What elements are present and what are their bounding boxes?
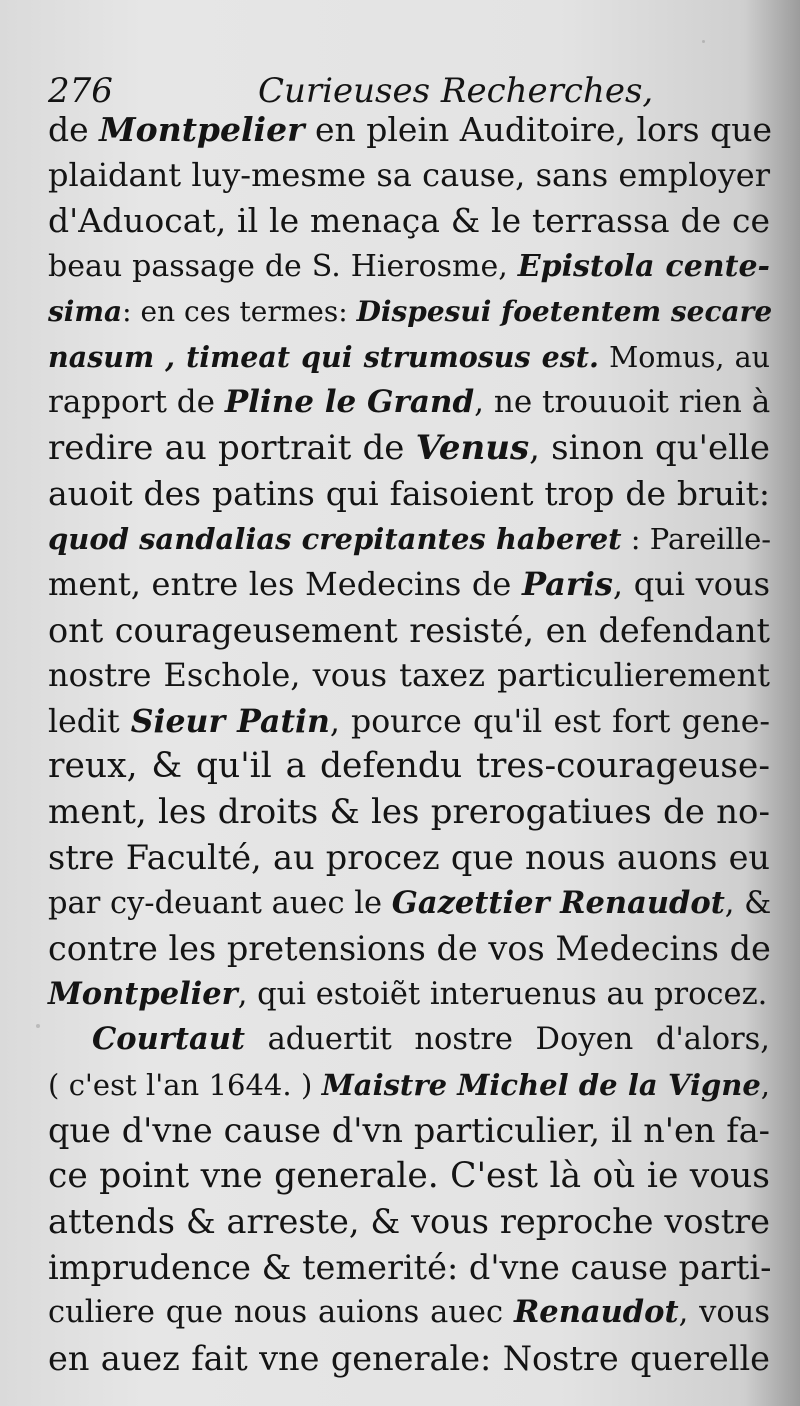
- italic-span: Epistola cente-: [517, 248, 770, 284]
- text-span: que d'vne cause d'vn particulier, il n'en fa-: [48, 1111, 770, 1150]
- text-line: [48, 1245, 770, 1291]
- text-span: nostre Eschole, vous taxez particulierement: [48, 656, 770, 694]
- text-span: Momus, au: [598, 340, 771, 374]
- text-line: [48, 107, 770, 153]
- text-span: ment, entre les Medecins de: [48, 565, 522, 603]
- italic-span: Renaudot: [513, 1294, 679, 1330]
- text-span: , sinon qu'elle: [529, 427, 770, 468]
- text-span: attends & arreste, & vous reproche vostre: [48, 1202, 770, 1241]
- text-span: rapport de: [48, 384, 225, 420]
- text-line: [48, 426, 770, 472]
- italic-span: nasum , timeat qui strumosus est.: [48, 339, 599, 374]
- text-span: reux, & qu'il a defendu tres-courageuse-: [48, 746, 770, 786]
- italic-span: Sieur Patin: [130, 702, 330, 740]
- text-span: imprudence & temerité: d'vne cause parti-: [48, 1247, 772, 1287]
- text-span: , qui vous: [612, 565, 770, 603]
- text-line: [48, 1017, 770, 1063]
- text-line: [48, 1063, 770, 1109]
- text-line: [48, 244, 770, 290]
- text-line: [48, 699, 770, 745]
- text-line: [48, 1199, 770, 1245]
- ink-speck: [702, 40, 705, 43]
- text-span: par cy-deuant auec le: [48, 885, 392, 921]
- text-span: ( c'est l'an 1644. ): [48, 1067, 322, 1102]
- text-span: , pource qu'il est fort gene-: [329, 703, 770, 740]
- text-span: aduertit nostre Doyen d'alors,: [244, 1022, 770, 1057]
- text-span: ment, les droits & les prerogatiues de no-: [48, 791, 770, 832]
- text-span: beau passage de S. Hierosme,: [48, 248, 518, 284]
- text-span: en plein Auditoire, lors que: [304, 110, 772, 149]
- text-line: [48, 608, 770, 654]
- text-span: , ne trouuoit rien à: [474, 384, 771, 420]
- text-line: [48, 1336, 770, 1382]
- text-line: [48, 1290, 770, 1336]
- italic-span: sima: [48, 295, 123, 328]
- italic-span: Montpelier: [48, 975, 238, 1012]
- text-span: contre les pretensions de vos Medecins de: [48, 929, 771, 968]
- text-span: : en ces termes:: [122, 295, 357, 328]
- text-span: ,: [760, 1067, 770, 1102]
- italic-span: Gazettier Renaudot: [391, 884, 725, 921]
- text-span: ont courageusement resisté, en defendant: [48, 610, 770, 650]
- text-line: [48, 881, 770, 927]
- italic-span: Venus: [415, 427, 530, 468]
- italic-span: Paris: [521, 565, 613, 603]
- text-line: [48, 198, 770, 244]
- text-line: [48, 790, 770, 836]
- text-line: [48, 1154, 770, 1200]
- text-span: plaidant luy-mesme sa cause, sans employer: [48, 155, 770, 194]
- text-line: [48, 153, 770, 199]
- text-line: [48, 562, 770, 608]
- text-span: de: [48, 110, 100, 149]
- text-line: [48, 653, 770, 699]
- ink-speck: [36, 1024, 40, 1028]
- italic-span: Courtaut: [92, 1021, 245, 1057]
- text-span: redire au portrait de: [48, 427, 416, 468]
- body-text: [48, 107, 773, 1381]
- italic-span: Montpelier: [99, 110, 305, 149]
- text-span: d'Aduocat, il le menaça & le terrassa de ce: [48, 201, 770, 240]
- text-line: [48, 335, 770, 381]
- text-span: ce point vne generale. C'est là où ie vous: [48, 1155, 770, 1196]
- italic-span: Dispesui foetentem secare: [356, 295, 773, 328]
- running-title: Curieuses Recherches,: [258, 71, 654, 111]
- text-line: [48, 289, 773, 335]
- text-line: [48, 835, 770, 881]
- page-number: 276: [48, 71, 113, 111]
- text-span: ledit: [48, 703, 131, 740]
- text-span: , vous: [678, 1295, 771, 1330]
- text-line: [48, 517, 770, 563]
- text-span: , qui estoiẽt interuenus au procez.: [237, 976, 768, 1012]
- text-line: [48, 972, 770, 1018]
- italic-span: Pline le Grand: [224, 384, 475, 420]
- text-line: [48, 926, 770, 972]
- text-span: en auez fait vne generale: Nostre querelle: [48, 1338, 770, 1378]
- text-span: , &: [724, 885, 772, 921]
- text-span: : Pareille-: [621, 521, 772, 556]
- text-line: [48, 471, 770, 517]
- italic-span: quod sandalias crepitantes haberet: [48, 521, 622, 556]
- text-span: stre Faculté, au procez que nous auons eu: [48, 838, 770, 877]
- text-line: [48, 744, 770, 790]
- text-span: auoit des patins qui faisoient trop de bruit:: [48, 474, 770, 513]
- text-line: [48, 1108, 770, 1154]
- text-line: [48, 380, 770, 426]
- text-span: culiere que nous auions auec: [48, 1295, 514, 1330]
- italic-span: Maistre Michel de la Vigne: [321, 1067, 761, 1102]
